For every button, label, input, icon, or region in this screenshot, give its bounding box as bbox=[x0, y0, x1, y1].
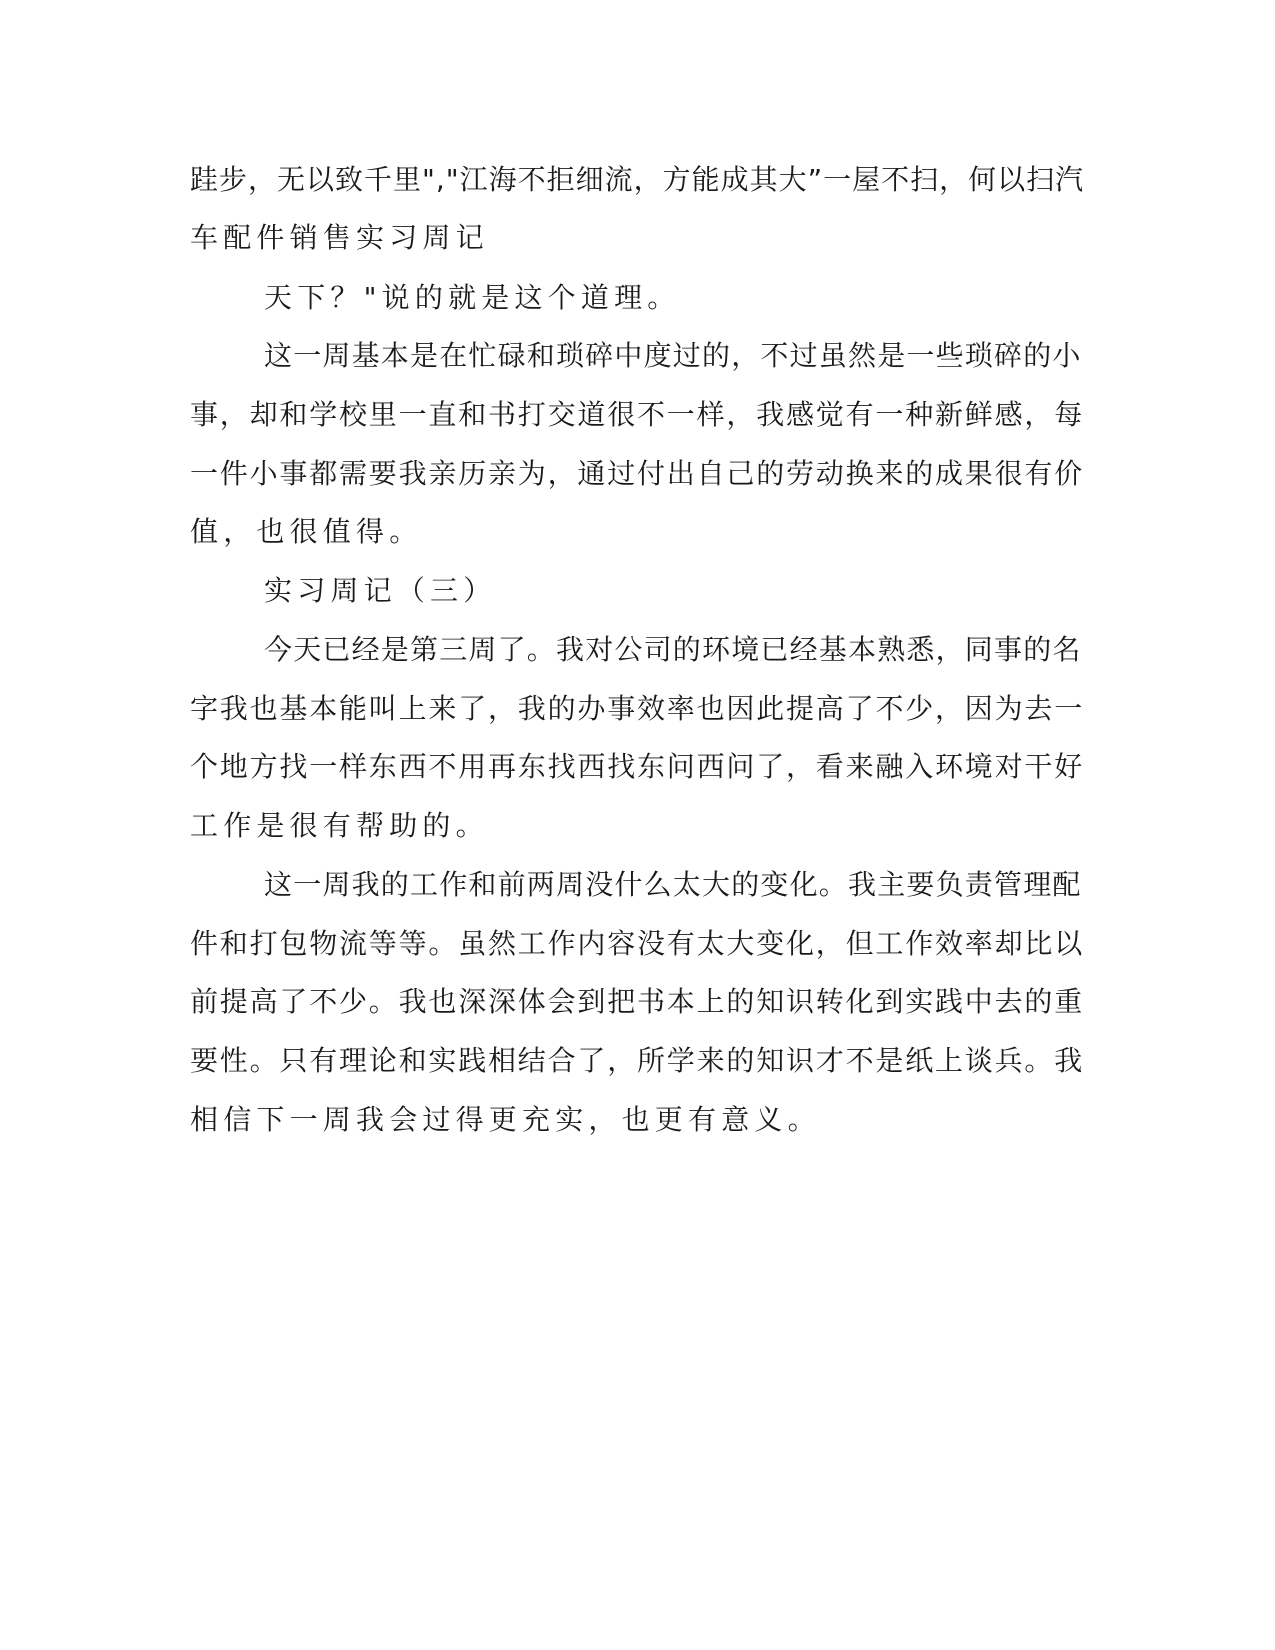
text-line-12: 工作是很有帮助的。 bbox=[190, 809, 489, 842]
text-line-7: 值，也很值得。 bbox=[190, 515, 423, 548]
text-line-13: 这一周我的工作和前两周没什么太大的变化。我主要负责管理配 bbox=[264, 868, 1082, 901]
text-line-11: 个地方找一样东西不用再东找西找东问西问了，看来融入环境对干好 bbox=[190, 750, 1085, 783]
text-line-14: 件和打包物流等等。虽然工作内容没有太大变化，但工作效率却比以 bbox=[190, 927, 1085, 960]
text-line-16: 要性。只有理论和实践相结合了，所学来的知识才不是纸上谈兵。我 bbox=[190, 1044, 1085, 1077]
text-line-5: 事，却和学校里一直和书打交道很不一样，我感觉有一种新鲜感，每 bbox=[190, 398, 1085, 431]
text-line-6: 一件小事都需要我亲历亲为，通过付出自己的劳动换来的成果很有价 bbox=[190, 457, 1085, 490]
text-line-17: 相信下一周我会过得更充实，也更有意义。 bbox=[190, 1103, 821, 1136]
text-line-10: 字我也基本能叫上来了，我的办事效率也因此提高了不少，因为去一 bbox=[190, 692, 1085, 725]
text-line-3: 天下？"说的就是这个道理。 bbox=[264, 281, 681, 314]
text-line-1: 跬步，无以致千里","江海不拒细流，方能成其大”一屋不扫，何以扫汽 bbox=[190, 163, 1085, 196]
section-heading: 实习周记（三） bbox=[264, 574, 497, 607]
text-line-15: 前提高了不少。我也深深体会到把书本上的知识转化到实践中去的重 bbox=[190, 985, 1085, 1018]
text-line-9: 今天已经是第三周了。我对公司的环境已经基本熟悉，同事的名 bbox=[264, 633, 1082, 666]
text-line-4: 这一周基本是在忙碌和琐碎中度过的，不过虽然是一些琐碎的小 bbox=[264, 339, 1082, 372]
text-line-2: 车配件销售实习周记 bbox=[190, 221, 489, 254]
